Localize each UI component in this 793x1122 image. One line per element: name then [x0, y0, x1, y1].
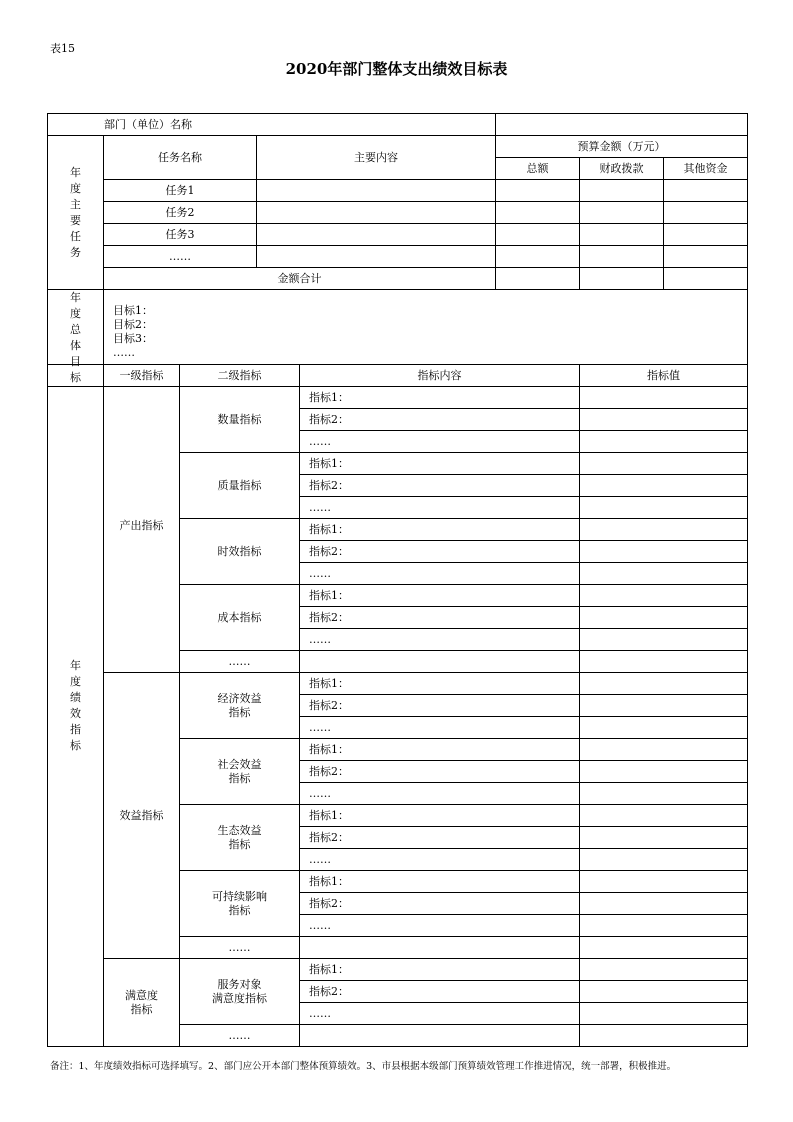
- indicator-item[interactable]: 指标2：: [300, 695, 580, 717]
- task-content-cell[interactable]: [257, 246, 496, 268]
- task-fiscal-cell[interactable]: [580, 180, 664, 202]
- indicator-item[interactable]: 指标2：: [300, 761, 580, 783]
- goal-line: 目标2：: [113, 318, 153, 331]
- task-row: [48, 202, 748, 224]
- level2-more: ……: [180, 937, 300, 959]
- indicator-item[interactable]: ……: [300, 915, 580, 937]
- budget-other-header: 其他资金: [664, 158, 748, 180]
- indicator-value-cell[interactable]: [580, 541, 748, 563]
- task-name-header: 任务名称: [104, 136, 257, 180]
- indicator-value-cell[interactable]: [580, 519, 748, 541]
- indicator-value-cell[interactable]: [580, 409, 748, 431]
- indicator-value-cell[interactable]: [580, 387, 748, 409]
- level2-more: ……: [180, 1025, 300, 1047]
- task-other-cell[interactable]: [664, 202, 748, 224]
- dept-row: [48, 114, 748, 136]
- task-name: 任务1: [104, 180, 257, 202]
- task-row: [48, 246, 748, 268]
- table-number: 表15: [50, 42, 75, 55]
- indicator-value-cell[interactable]: [580, 717, 748, 739]
- indicator-value-cell[interactable]: [580, 827, 748, 849]
- tasks-table: [47, 113, 748, 290]
- level2-quantity: 数量指标: [180, 387, 300, 453]
- indicator-item[interactable]: 指标2：: [300, 541, 580, 563]
- task-content-header: 主要内容: [257, 136, 496, 180]
- indicator-value-cell[interactable]: [580, 915, 748, 937]
- sum-other-cell[interactable]: [664, 268, 748, 290]
- indicator-value-cell[interactable]: [580, 937, 748, 959]
- goal-line: ……: [113, 346, 135, 359]
- page-title: 2020年部门整体支出绩效目标表: [285, 60, 508, 78]
- budget-total-header: 总额: [496, 158, 580, 180]
- task-total-cell[interactable]: [496, 180, 580, 202]
- indicator-item[interactable]: ……: [300, 1003, 580, 1025]
- indicator-value-cell[interactable]: [580, 871, 748, 893]
- level2-sustainable: 可持续影响 指标: [180, 871, 300, 937]
- indicator-item[interactable]: ……: [300, 431, 580, 453]
- indicator-item[interactable]: 指标1：: [300, 739, 580, 761]
- indicator-item[interactable]: 指标1：: [300, 519, 580, 541]
- level2-quality: 质量指标: [180, 453, 300, 519]
- sum-fiscal-cell[interactable]: [580, 268, 664, 290]
- task-row: [48, 224, 748, 246]
- indicator-item[interactable]: 指标2：: [300, 409, 580, 431]
- task-total-cell[interactable]: [496, 202, 580, 224]
- level1-satisfaction: 满意度 指标: [104, 959, 180, 1047]
- indicator-content-cell[interactable]: [300, 1025, 580, 1047]
- indicator-item[interactable]: ……: [300, 563, 580, 585]
- level2-header: 二级指标: [180, 365, 300, 387]
- indicator-value-cell[interactable]: [580, 981, 748, 1003]
- indicator-value-cell[interactable]: [580, 1003, 748, 1025]
- goal-line: 目标1：: [113, 304, 153, 317]
- level1-header: 一级指标: [104, 365, 180, 387]
- budget-header: 预算金额（万元）: [496, 136, 748, 158]
- dept-label: 部门（单位）名称: [48, 114, 496, 136]
- task-total-cell[interactable]: [496, 246, 580, 268]
- indicator-value-cell[interactable]: [580, 497, 748, 519]
- sum-total-cell[interactable]: [496, 268, 580, 290]
- indicator-content-cell[interactable]: [300, 937, 580, 959]
- sum-row: [48, 268, 748, 290]
- task-name: 任务2: [104, 202, 257, 224]
- footer-note: 备注：1、年度绩效指标可选择填写。2、部门应公开本部门整体预算绩效。3、市县根据本级部门预算绩效管理工作推进情况，统一部署，积极推进。: [50, 1061, 677, 1072]
- indicator-item[interactable]: 指标2：: [300, 893, 580, 915]
- level2-service-satisfaction: 服务对象 满意度指标: [180, 959, 300, 1025]
- indicator-value-header: 指标值: [580, 365, 748, 387]
- indicator-value-cell[interactable]: [580, 805, 748, 827]
- task-content-cell[interactable]: [257, 224, 496, 246]
- indicator-item[interactable]: 指标2：: [300, 981, 580, 1003]
- indicator-content-cell[interactable]: [300, 651, 580, 673]
- indicator-value-cell[interactable]: [580, 761, 748, 783]
- budget-fiscal-header: 财政拨款: [580, 158, 664, 180]
- indicator-value-cell[interactable]: [580, 651, 748, 673]
- indicator-item[interactable]: 指标1：: [300, 959, 580, 981]
- indicator-item[interactable]: 指标1：: [300, 585, 580, 607]
- task-total-cell[interactable]: [496, 224, 580, 246]
- indicator-item[interactable]: 指标1：: [300, 805, 580, 827]
- indicator-value-cell[interactable]: [580, 893, 748, 915]
- level2-cost: 成本指标: [180, 585, 300, 651]
- indicators-section-label: 年度绩效指标: [48, 365, 104, 1047]
- sum-label: 金额合计: [104, 268, 496, 290]
- indicator-value-cell[interactable]: [580, 563, 748, 585]
- task-row: [48, 180, 748, 202]
- indicator-item[interactable]: 指标2：: [300, 827, 580, 849]
- indicator-item[interactable]: 指标2：: [300, 475, 580, 497]
- indicator-item[interactable]: 指标2：: [300, 607, 580, 629]
- level2-social: 社会效益 指标: [180, 739, 300, 805]
- indicator-value-cell[interactable]: [580, 453, 748, 475]
- indicator-item[interactable]: ……: [300, 849, 580, 871]
- task-content-cell[interactable]: [257, 180, 496, 202]
- indicator-value-cell[interactable]: [580, 607, 748, 629]
- dept-value[interactable]: [496, 114, 748, 136]
- indicator-value-cell[interactable]: [580, 783, 748, 805]
- indicator-content-header: 指标内容: [300, 365, 580, 387]
- indicator-value-cell[interactable]: [580, 1025, 748, 1047]
- task-other-cell[interactable]: [664, 246, 748, 268]
- level2-timeliness: 时效指标: [180, 519, 300, 585]
- indicator-item[interactable]: 指标1：: [300, 673, 580, 695]
- task-other-cell[interactable]: [664, 180, 748, 202]
- indicator-value-cell[interactable]: [580, 849, 748, 871]
- indicator-value-cell[interactable]: [580, 673, 748, 695]
- level2-ecological: 生态效益 指标: [180, 805, 300, 871]
- goal-line: 目标3：: [113, 332, 153, 345]
- indicator-item[interactable]: ……: [300, 497, 580, 519]
- indicator-item[interactable]: ……: [300, 629, 580, 651]
- task-other-cell[interactable]: [664, 224, 748, 246]
- task-fiscal-cell[interactable]: [580, 224, 664, 246]
- indicator-item[interactable]: 指标1：: [300, 453, 580, 475]
- indicator-value-cell[interactable]: [580, 629, 748, 651]
- task-name: 任务3: [104, 224, 257, 246]
- tasks-section-label: 年度主要任务: [48, 136, 104, 290]
- level2-more: ……: [180, 651, 300, 673]
- indicator-value-cell[interactable]: [580, 695, 748, 717]
- task-fiscal-cell[interactable]: [580, 202, 664, 224]
- task-name: ……: [104, 246, 257, 268]
- indicator-value-cell[interactable]: [580, 959, 748, 981]
- indicator-value-cell[interactable]: [580, 475, 748, 497]
- level2-economic: 经济效益 指标: [180, 673, 300, 739]
- indicator-item[interactable]: 指标1：: [300, 387, 580, 409]
- indicators-table: [47, 364, 748, 1047]
- indicator-value-cell[interactable]: [580, 431, 748, 453]
- indicator-value-cell[interactable]: [580, 739, 748, 761]
- level1-output: 产出指标: [104, 387, 180, 673]
- goals-section-label: 年度总体目标: [48, 290, 104, 387]
- task-content-cell[interactable]: [257, 202, 496, 224]
- indicator-item[interactable]: 指标1：: [300, 871, 580, 893]
- indicator-item[interactable]: ……: [300, 783, 580, 805]
- task-fiscal-cell[interactable]: [580, 246, 664, 268]
- level1-benefit: 效益指标: [104, 673, 180, 959]
- indicator-value-cell[interactable]: [580, 585, 748, 607]
- indicator-item[interactable]: ……: [300, 717, 580, 739]
